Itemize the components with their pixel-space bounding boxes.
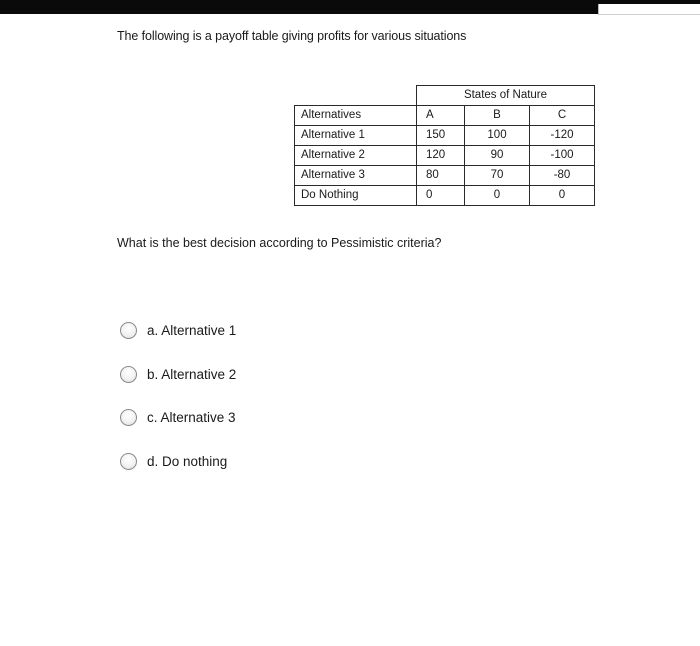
cell-c: -120 — [530, 126, 595, 146]
cell-c: 0 — [530, 186, 595, 206]
intro-text: The following is a payoff table giving profits for various situations — [117, 29, 467, 43]
column-header-b: B — [465, 106, 530, 126]
option-label: a. Alternative 1 — [147, 322, 237, 338]
cell-a: 80 — [417, 166, 465, 186]
column-header-a: A — [417, 106, 465, 126]
question-text: What is the best decision according to Pessimistic criteria? — [117, 236, 442, 250]
cell-a: 0 — [417, 186, 465, 206]
option-d[interactable] — [120, 449, 227, 473]
top-bar-tab — [598, 4, 700, 15]
table-row — [295, 146, 595, 166]
cell-a: 120 — [417, 146, 465, 166]
table-column-header-row — [295, 106, 595, 126]
column-header-c: C — [530, 106, 595, 126]
option-a[interactable] — [120, 318, 236, 342]
option-label: b. Alternative 2 — [147, 366, 237, 382]
column-header-alternatives: Alternatives — [295, 106, 417, 126]
cell-b: 0 — [465, 186, 530, 206]
table-header-row — [295, 86, 595, 106]
option-b[interactable] — [120, 362, 236, 386]
cell-c: -80 — [530, 166, 595, 186]
cell-c: -100 — [530, 146, 595, 166]
cell-b: 90 — [465, 146, 530, 166]
payoff-table — [294, 85, 595, 206]
option-c[interactable] — [120, 405, 236, 429]
radio-button-icon[interactable] — [120, 453, 137, 470]
table-corner-cell — [295, 86, 417, 106]
option-label: c. Alternative 3 — [147, 409, 236, 425]
row-name: Alternative 2 — [295, 146, 417, 166]
radio-button-icon[interactable] — [120, 409, 137, 426]
table-row — [295, 166, 595, 186]
row-name: Alternative 3 — [295, 166, 417, 186]
cell-a: 150 — [417, 126, 465, 146]
radio-button-icon[interactable] — [120, 366, 137, 383]
radio-button-icon[interactable] — [120, 322, 137, 339]
states-of-nature-header: States of Nature — [417, 86, 595, 106]
table-row — [295, 126, 595, 146]
top-bar — [0, 0, 700, 14]
row-name: Do Nothing — [295, 186, 417, 206]
table-row — [295, 186, 595, 206]
cell-b: 100 — [465, 126, 530, 146]
cell-b: 70 — [465, 166, 530, 186]
option-label: d. Do nothing — [147, 453, 228, 469]
row-name: Alternative 1 — [295, 126, 417, 146]
